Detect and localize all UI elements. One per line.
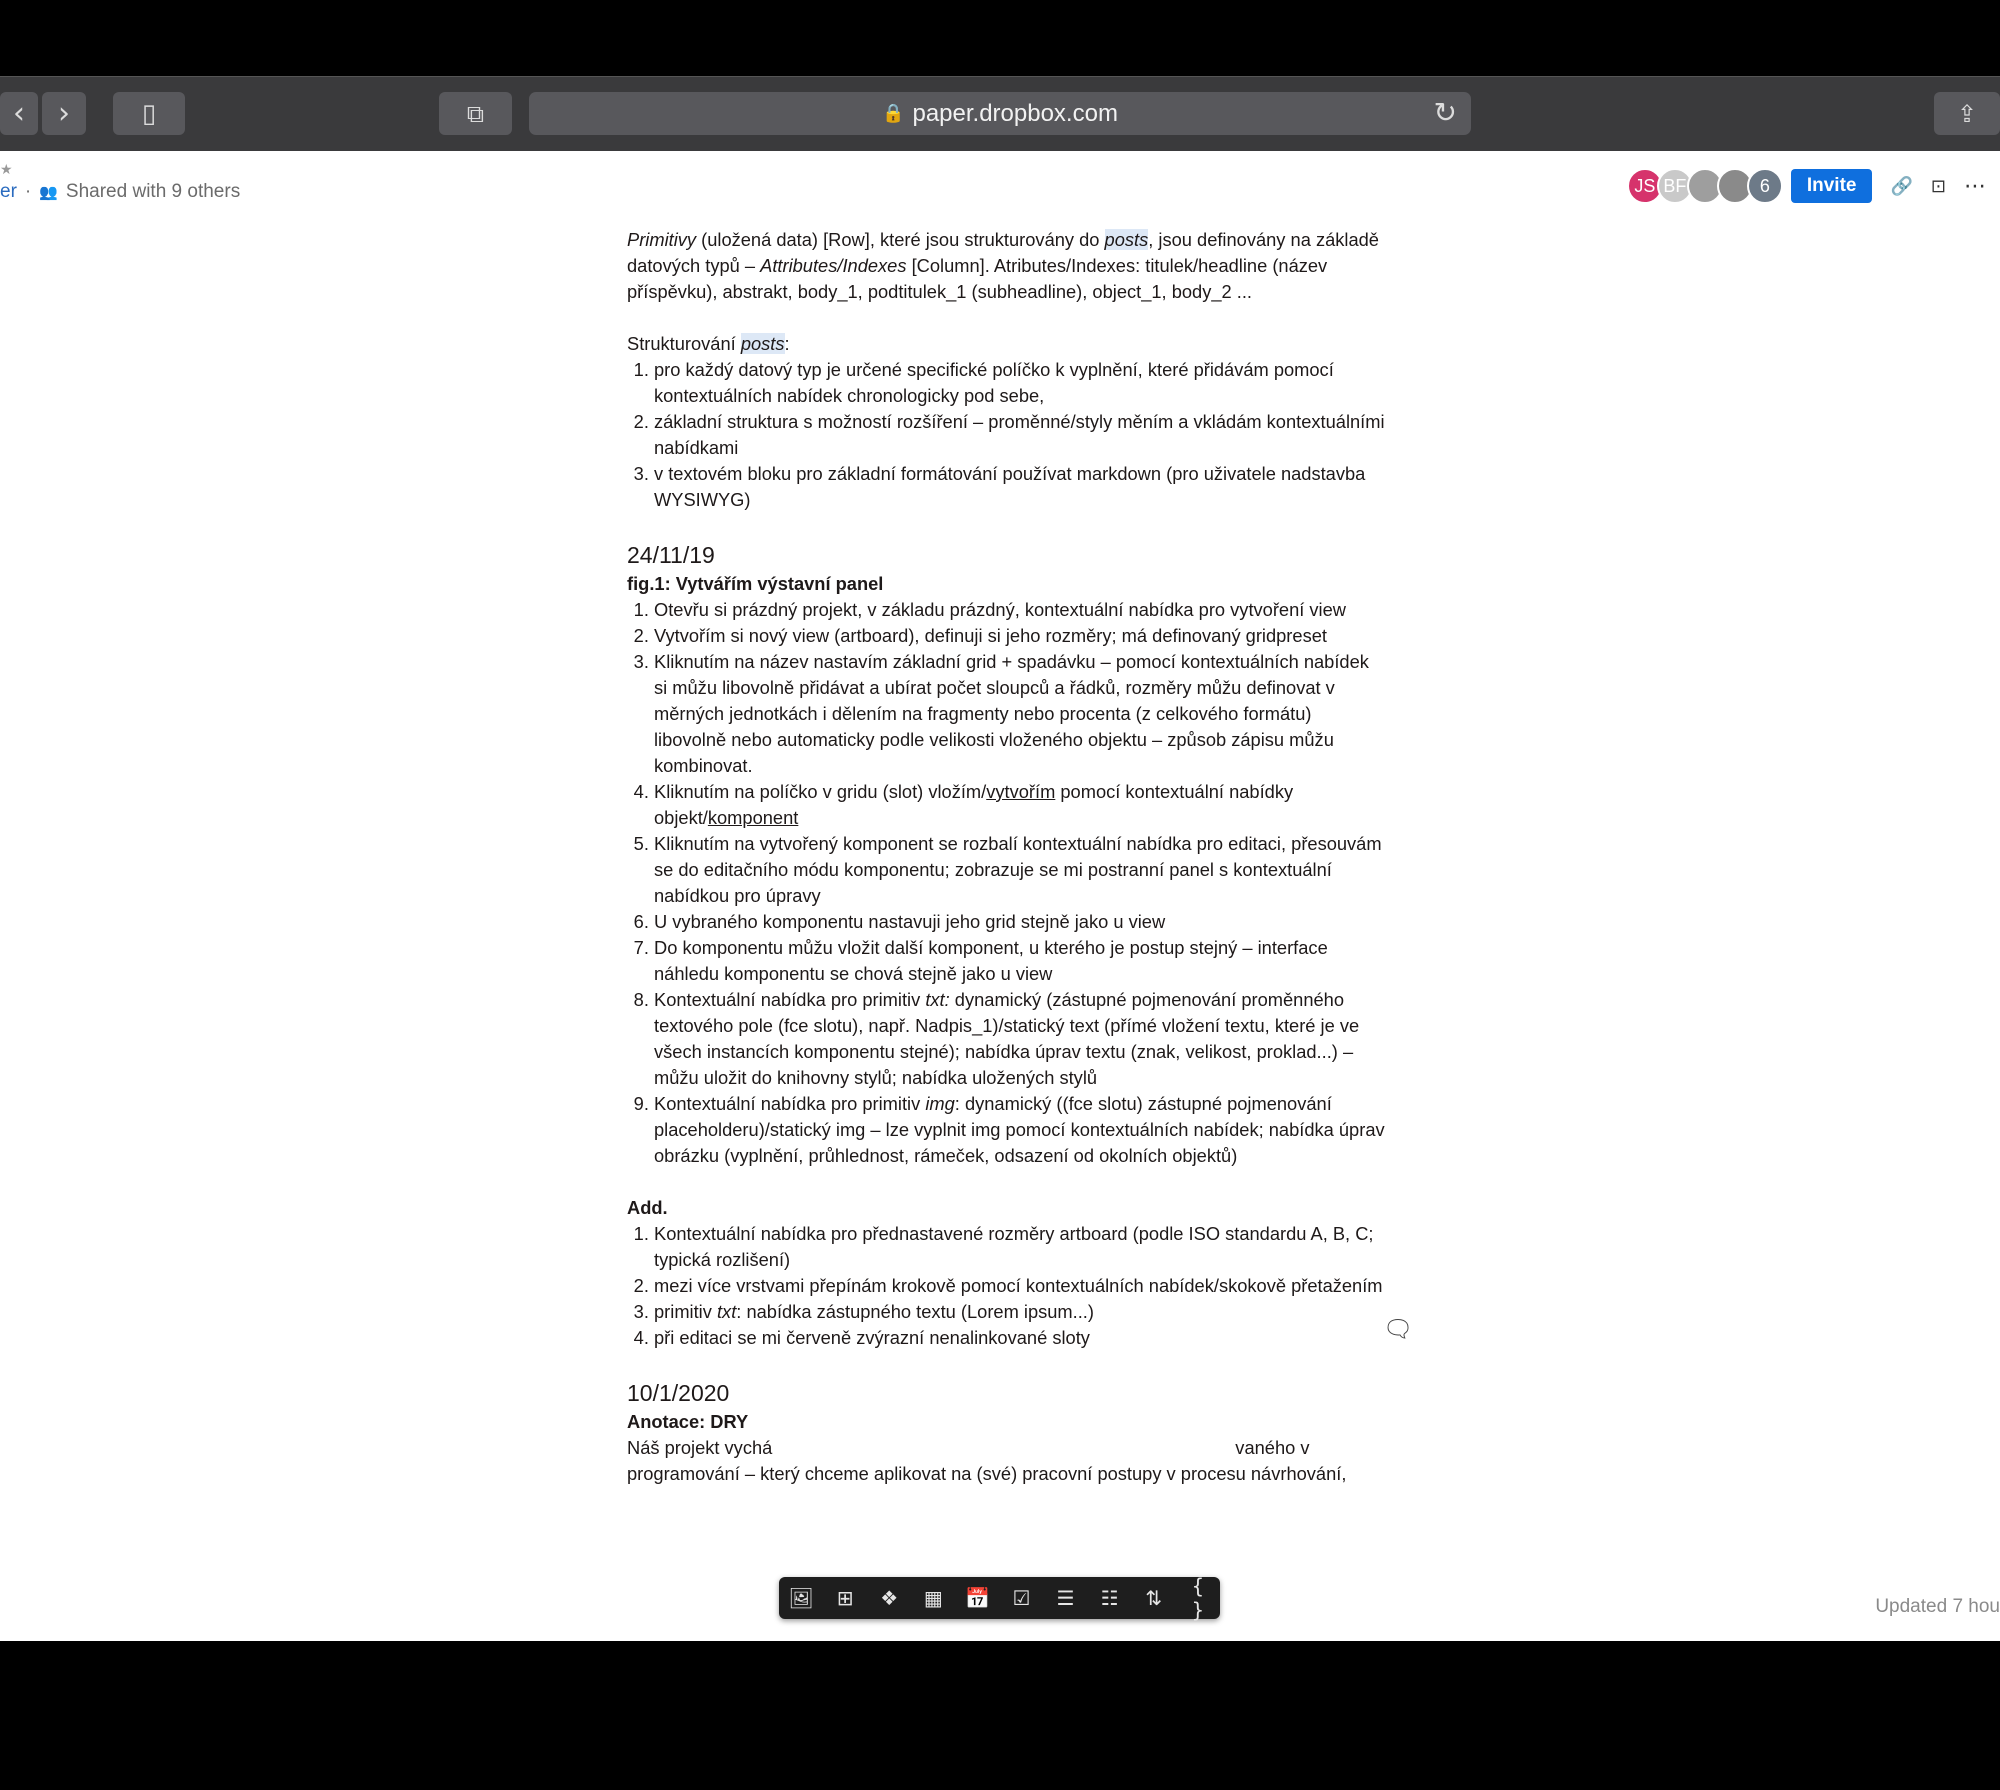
dropbox-icon[interactable]: ❖ [880, 1586, 899, 1610]
invite-button[interactable]: Invite [1791, 169, 1873, 203]
paper-page [0, 151, 2000, 1641]
updated-label: Updated 7 hou [1875, 1596, 2000, 1617]
list-item: 5. Kliknutím na vytvořený komponent se rozbalí kontextuální nabídka pro editaci, přesouvám se do editačního módu komponentu; zobrazuje se mi postranní panel s kontextuální nabídkou pro úpravy [654, 831, 1387, 909]
anotace-title: Anotace: DRY [627, 1411, 749, 1432]
link-komponent[interactable]: komponent [707, 807, 799, 828]
list-item: 8. Kontextuální nabídka pro primitiv txt: dynamický (zástupné pojmenování proměnného textového pole (fce slotu), např. Nadpis_1)/statický text (přímé vložení textu, které je ve všech instancích komponentu stejné); nabídka úprav textu (znak, velikost, proklad...) – můžu uložit do knihovny stylů; nabídka uložených stylů [654, 987, 1387, 1091]
url-text: paper.dropbox.com [912, 99, 1118, 127]
fig1-title: fig.1: Vytvářím výstavní panel [627, 573, 884, 594]
share-button[interactable] [1934, 92, 2000, 135]
intro-paragraph: Primitivy (uložená data) [Row], které jsou strukturovány do posts, jsou definovány na základě datových typů – Attributes/Indexes [Column]. Atributes/Indexes: titulek/headline (název příspěvku), abstrakt, body_1, podtitulek_1 (subheadline), object_1, body_2 ... [627, 229, 1379, 302]
doc-header-right [1627, 168, 2000, 204]
star-icon[interactable]: ★ [0, 161, 13, 177]
list-item: 3. Kliknutím na název nastavím základní grid + spadávku – pomocí kontextuálních nabídek si můžu libovolně přidávat a ubírat počet sloupců a řádků, rozměry můžu definovat v měrných jednotkách i dělením na fragmenty nebo procenta (z celkového formátu) libovolně nebo automaticky podle velikosti vloženého objektu – způsob zápisu můžu kombinovat. [654, 649, 1387, 779]
shared-label[interactable]: Shared with 9 others [65, 181, 241, 202]
calendar-icon[interactable]: 📅 [964, 1586, 990, 1610]
list-item: 4. při editaci se mi červeně zvýrazní nenalinkované sloty [654, 1325, 1387, 1351]
date-heading-1: 24/11/19 [627, 542, 715, 568]
sidebar-icon: ▯ [141, 98, 157, 129]
anotace-paragraph: Náš projekt vychá vaného v programování – který chceme aplikovat na (své) pracovní postupy v procesu návrhování, [627, 1437, 1347, 1484]
media-icon[interactable]: ⊞ [836, 1586, 854, 1610]
more-icon[interactable]: ⋯ [1964, 173, 1986, 199]
reload-icon[interactable]: ↻ [1433, 97, 1457, 128]
tab-overview-button[interactable] [439, 92, 512, 135]
list-item: 9. Kontextuální nabídka pro primitiv img: dynamický ((fce slotu) zástupné pojmenování placeholderu)/statický img – lze vyplnit img pomocí kontextuálních nabídek; nabídka úprav obrázku (vyplnění, průhlednost, rámeček, odsazení od okolních objektů) [654, 1091, 1387, 1169]
add-label: Add. [627, 1197, 668, 1218]
avatar[interactable]: BF [1657, 168, 1693, 204]
people-icon: 👥 [39, 184, 58, 201]
numbered-list-icon[interactable]: ☷ [1100, 1586, 1119, 1610]
doc-header-left [0, 161, 241, 203]
link-icon[interactable]: 🔗 [1890, 175, 1913, 197]
tab-icon: ⧉ [466, 99, 485, 128]
code-icon[interactable]: { } [1191, 1574, 1205, 1622]
separator-dot: · [24, 181, 32, 202]
fig1-list [627, 597, 1387, 1169]
add-list [627, 1221, 1387, 1351]
list-item: 6. U vybraného komponentu nastavuji jeho grid stejně jako u view [654, 909, 1387, 935]
struct-list [627, 357, 1387, 513]
sidebar-toggle-button[interactable] [113, 92, 185, 135]
list-item: 3. v textovém bloku pro základní formátování používat markdown (pro uživatele nadstavba WYSIWYG) [654, 461, 1387, 513]
forward-icon: › [58, 96, 70, 131]
table-icon[interactable]: ▦ [923, 1586, 943, 1610]
divider-icon[interactable]: ⇅ [1145, 1586, 1163, 1610]
format-toolbar [779, 1574, 1220, 1622]
forward-button[interactable] [42, 92, 86, 135]
avatar-stack[interactable] [1627, 168, 1777, 204]
struct-label: Strukturování posts: [627, 333, 790, 354]
back-button[interactable] [0, 92, 38, 135]
present-icon[interactable]: ⊡ [1930, 175, 1946, 197]
checklist-icon[interactable]: ☑ [1012, 1586, 1031, 1610]
list-item: 2. Vytvořím si nový view (artboard), definuji si jeho rozměry; má definovaný gridpreset [654, 623, 1387, 649]
breadcrumb[interactable]: er [0, 181, 17, 202]
address-bar[interactable] [529, 92, 1471, 135]
list-item: 1. Kontextuální nabídka pro přednastavené rozměry artboard (podle ISO standardu A, B, C; typická rozlišení) [654, 1221, 1387, 1273]
list-item: 3. primitiv txt: nabídka zástupného textu (Lorem ipsum...) [654, 1299, 1387, 1325]
list-item: 1. pro každý datový typ je určené specifické políčko k vyplnění, které přidávám pomocí kontextuálních nabídek chronologicky pod sebe, [654, 357, 1387, 409]
list-item: 2. základní struktura s možností rozšíření – proměnné/styly měním a vkládám kontextuálními nabídkami [654, 409, 1387, 461]
list-item: 7. Do komponentu můžu vložit další komponent, u kterého je postup stejný – interface náhledu komponentu se chová stejně jako u view [654, 935, 1387, 987]
avatar[interactable]: 6 [1747, 168, 1783, 204]
list-item: 1. Otevřu si prázdný projekt, v základu prázdný, kontextuální nabídka pro vytvoření view [654, 597, 1387, 623]
image-icon[interactable]: 🖼 [788, 1586, 814, 1610]
avatar[interactable]: JS [1627, 168, 1663, 204]
lock-icon: 🔒 [882, 103, 905, 123]
bullet-list-icon[interactable]: ☰ [1056, 1586, 1075, 1610]
date-heading-2: 10/1/2020 [627, 1380, 730, 1406]
list-item: 4. Kliknutím na políčko v gridu (slot) vložím/vytvořím pomocí kontextuální nabídky objekt/komponent [654, 779, 1387, 831]
link-vytvorim[interactable]: vytvořím [986, 781, 1056, 802]
back-icon: ‹ [13, 96, 25, 131]
share-icon: ⇪ [1956, 99, 1978, 128]
comment-icon[interactable]: 🗨 [1383, 1315, 1414, 1343]
list-item: 2. mezi více vrstvami přepínám krokově pomocí kontextuálních nabídek/skokově přetažením [654, 1273, 1387, 1299]
document-body[interactable] [627, 227, 1387, 1487]
browser-toolbar [0, 76, 2000, 151]
